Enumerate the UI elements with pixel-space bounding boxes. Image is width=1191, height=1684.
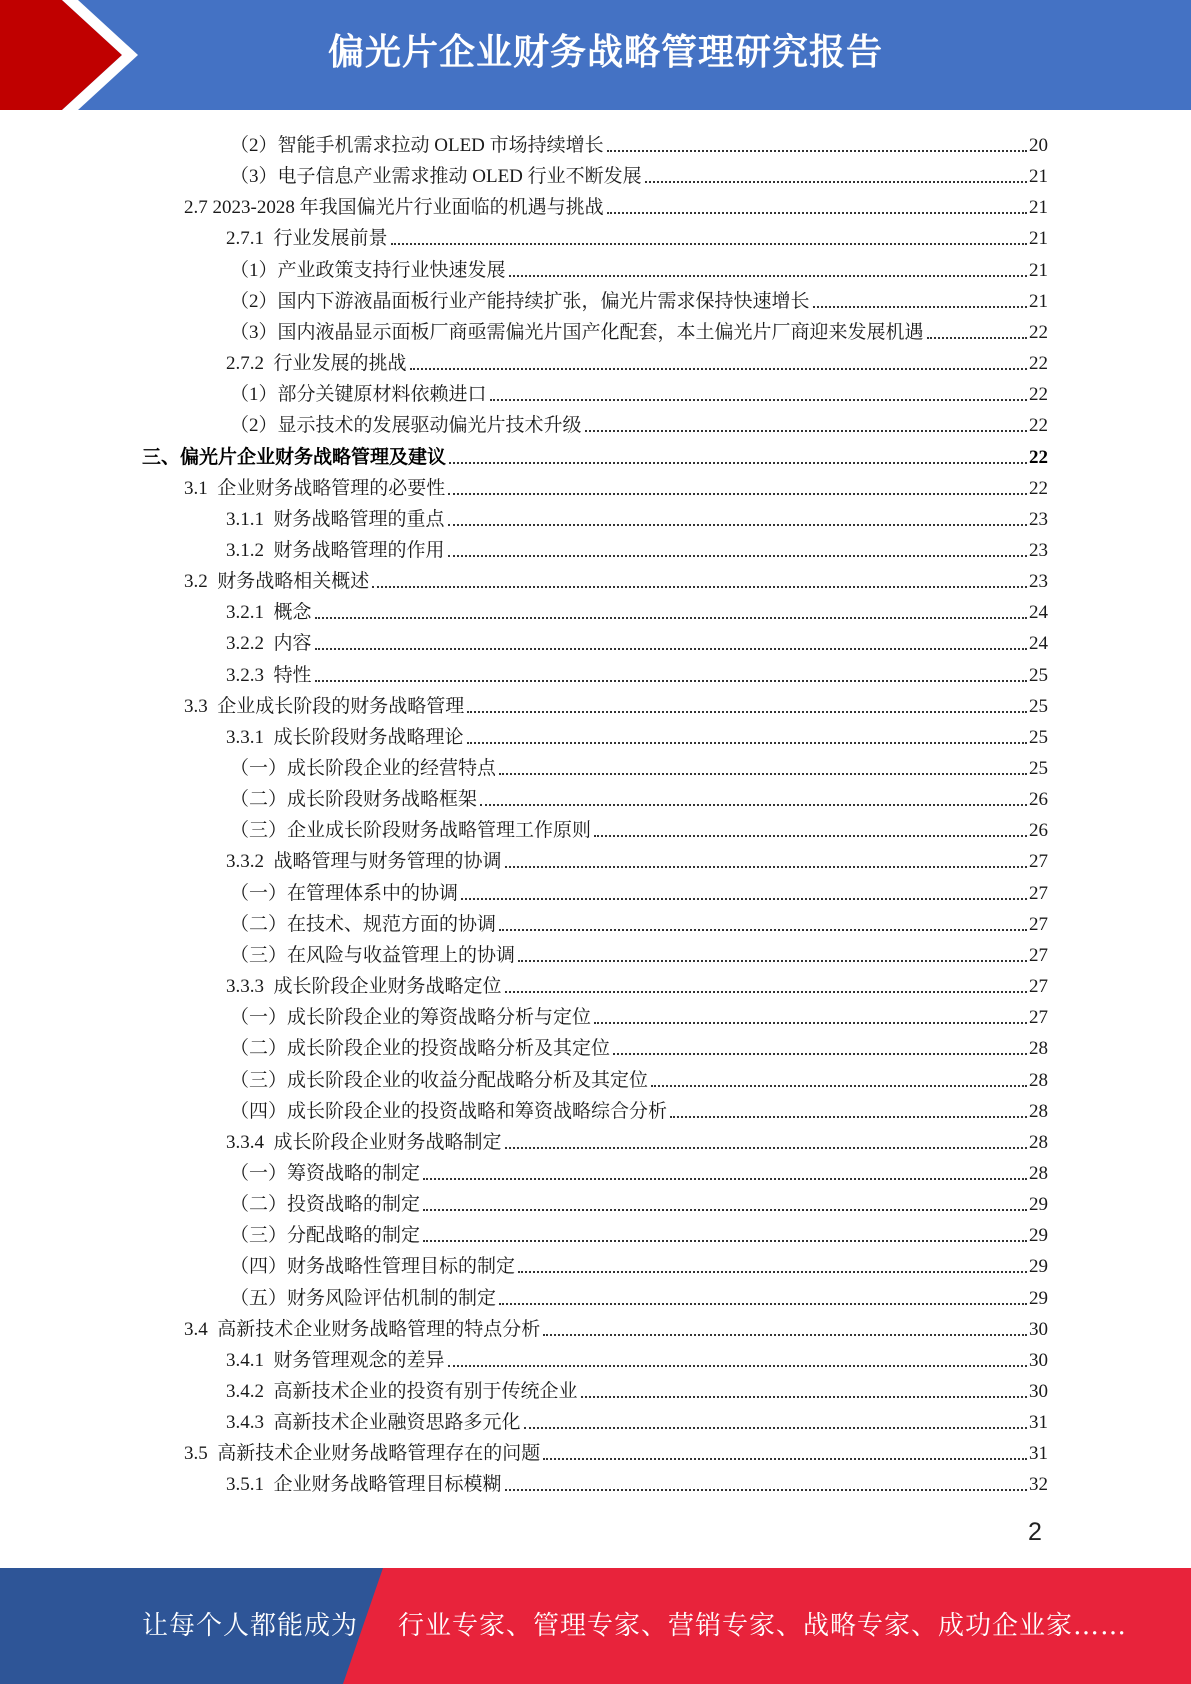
toc-entry-page: 29 bbox=[1029, 1194, 1048, 1216]
toc-dot-leader bbox=[543, 1457, 1027, 1460]
toc-dot-leader bbox=[315, 647, 1027, 650]
toc-dot-leader bbox=[594, 834, 1027, 837]
toc-entry-page: 21 bbox=[1029, 166, 1048, 188]
toc-entry-page: 30 bbox=[1029, 1381, 1048, 1402]
toc-dot-leader bbox=[490, 398, 1027, 401]
footer-slogan-right: 行业专家、管理专家、营销专家、战略专家、成功企业家…… bbox=[398, 1611, 1128, 1641]
toc-entry-title: （2）智能手机需求拉动 OLED 市场持续增长 bbox=[230, 135, 604, 156]
toc-entry-page: 26 bbox=[1029, 820, 1048, 842]
toc-dot-leader bbox=[543, 1333, 1027, 1336]
toc-dot-leader bbox=[607, 149, 1027, 152]
toc-entry-title: （3）国内液晶显示面板厂商亟需偏光片国产化配套，本土偏光片厂商迎来发展机遇 bbox=[230, 321, 924, 343]
toc-entry[interactable] bbox=[230, 875, 1048, 906]
toc-dot-leader bbox=[499, 1302, 1027, 1305]
toc-entry-page: 25 bbox=[1029, 726, 1048, 748]
toc-entry[interactable] bbox=[230, 1186, 1048, 1217]
toc-entry-page: 27 bbox=[1029, 944, 1048, 966]
toc-entry[interactable] bbox=[184, 1311, 1048, 1342]
toc-entry[interactable] bbox=[226, 594, 1048, 625]
toc-entry-page: 24 bbox=[1029, 602, 1048, 624]
toc-entry-title: 3.3.1 成长阶段财务战略理论 bbox=[226, 726, 464, 748]
toc-dot-leader bbox=[518, 1270, 1027, 1273]
toc-entry-title: （四）财务战略性管理目标的制定 bbox=[230, 1256, 516, 1278]
toc-entry-page: 27 bbox=[1029, 882, 1048, 904]
toc-dot-leader bbox=[315, 616, 1027, 619]
toc-entry[interactable] bbox=[230, 937, 1048, 968]
toc-entry[interactable] bbox=[230, 1062, 1048, 1093]
toc-entry[interactable] bbox=[230, 158, 1048, 189]
toc-dot-leader bbox=[927, 336, 1027, 339]
toc-entry[interactable] bbox=[226, 625, 1048, 656]
toc-dot-leader bbox=[448, 492, 1027, 495]
toc-entry-title: 3.1.1 财务战略管理的重点 bbox=[226, 508, 445, 530]
toc-entry[interactable] bbox=[226, 1124, 1048, 1155]
toc-entry[interactable] bbox=[184, 1435, 1048, 1466]
toc-entry-page: 21 bbox=[1029, 197, 1048, 219]
toc-entry-page: 25 bbox=[1029, 758, 1048, 779]
toc-entry-page: 25 bbox=[1029, 695, 1048, 717]
toc-entry[interactable] bbox=[230, 1217, 1048, 1248]
toc-dot-leader bbox=[613, 1052, 1027, 1055]
toc-entry-page: 26 bbox=[1029, 789, 1048, 811]
toc-entry-title: 3.5.1 企业财务战略管理目标模糊 bbox=[226, 1474, 502, 1496]
toc-entry-page: 31 bbox=[1029, 1412, 1048, 1434]
toc-dot-leader bbox=[410, 367, 1027, 370]
toc-entry-title: （2）国内下游液晶面板行业产能持续扩张，偏光片需求保持快速增长 bbox=[230, 290, 810, 312]
toc-entry-title: （三）分配战略的制定 bbox=[230, 1225, 421, 1247]
toc-entry[interactable] bbox=[230, 1155, 1048, 1186]
toc-entry-title: 3.3.3 成长阶段企业财务战略定位 bbox=[226, 976, 502, 998]
toc-entry-title: 3.1.2 财务战略管理的作用 bbox=[226, 539, 445, 561]
toc-entry-title: 2.7.2 行业发展的挑战 bbox=[226, 353, 407, 375]
toc-entry-page: 31 bbox=[1029, 1443, 1048, 1465]
toc-entry-title: （四）成长阶段企业的投资战略和筹资战略综合分析 bbox=[230, 1100, 668, 1122]
toc-entry-page: 23 bbox=[1029, 508, 1048, 530]
toc-entry-page: 28 bbox=[1029, 1100, 1048, 1122]
toc-entry[interactable] bbox=[230, 750, 1048, 781]
toc-entry-title: （二）成长阶段企业的投资战略分析及其定位 bbox=[230, 1038, 611, 1060]
toc-entry-title: 三、偏光片企业财务战略管理及建议 bbox=[142, 446, 447, 468]
toc-entry-page: 29 bbox=[1029, 1287, 1048, 1309]
toc-dot-leader bbox=[505, 865, 1027, 868]
toc-entry[interactable] bbox=[184, 688, 1048, 719]
toc-entry[interactable] bbox=[230, 376, 1048, 407]
toc-entry-title: 3.2 财务战略相关概述 bbox=[184, 571, 370, 593]
toc-entry[interactable] bbox=[230, 906, 1048, 937]
toc-dot-leader bbox=[461, 897, 1027, 900]
toc-entry-title: 3.2.3 特性 bbox=[226, 664, 312, 686]
toc-dot-leader bbox=[391, 242, 1027, 245]
toc-entry[interactable] bbox=[230, 781, 1048, 812]
toc-entry-title: （二）投资战略的制定 bbox=[230, 1194, 421, 1216]
toc-entry[interactable] bbox=[226, 1404, 1048, 1435]
report-title: 偏光片企业财务战略管理研究报告 bbox=[327, 32, 883, 73]
toc-entry-title: 3.2.2 内容 bbox=[226, 633, 312, 655]
toc-entry[interactable] bbox=[226, 968, 1048, 999]
toc-entry-page: 28 bbox=[1029, 1069, 1048, 1091]
toc-entry[interactable] bbox=[230, 999, 1048, 1030]
toc-entry-title: （三）在风险与收益管理上的协调 bbox=[230, 944, 516, 966]
toc-entry-page: 29 bbox=[1029, 1256, 1048, 1278]
toc-entry-title: 3.2.1 概念 bbox=[226, 602, 312, 624]
toc-entry-page: 27 bbox=[1029, 851, 1048, 873]
toc-entry[interactable] bbox=[184, 189, 1048, 220]
toc-entry-title: 3.1 企业财务战略管理的必要性 bbox=[184, 477, 446, 499]
toc-entry[interactable] bbox=[226, 1342, 1048, 1373]
toc-entry-title: 3.3 企业成长阶段的财务战略管理 bbox=[184, 695, 465, 717]
toc-entry-title: （1）部分关键原材料依赖进口 bbox=[230, 384, 487, 406]
toc-dot-leader bbox=[372, 585, 1027, 588]
toc-entry[interactable] bbox=[230, 1280, 1048, 1311]
toc-dot-leader bbox=[524, 1426, 1027, 1429]
toc-entry-page: 30 bbox=[1029, 1318, 1048, 1340]
toc-dot-leader bbox=[315, 679, 1027, 682]
toc-entry-page: 27 bbox=[1029, 1007, 1048, 1029]
toc-entry-title: （二）在技术、规范方面的协调 bbox=[230, 913, 497, 935]
toc-entry-page: 32 bbox=[1029, 1474, 1048, 1496]
toc-entry-title: （1）产业政策支持行业快速发展 bbox=[230, 259, 506, 281]
toc-entry[interactable] bbox=[230, 252, 1048, 283]
toc-entry-page: 29 bbox=[1029, 1225, 1048, 1247]
toc-entry-title: 3.4.3 高新技术企业融资思路多元化 bbox=[226, 1412, 521, 1434]
toc-dot-leader bbox=[448, 1364, 1027, 1367]
toc-dot-leader bbox=[423, 1177, 1027, 1180]
toc-entry[interactable] bbox=[226, 501, 1048, 532]
toc-entry[interactable] bbox=[226, 345, 1048, 376]
toc-dot-leader bbox=[505, 1488, 1027, 1491]
toc-entry[interactable] bbox=[226, 532, 1048, 563]
toc-entry[interactable] bbox=[184, 470, 1048, 501]
toc-entry-title: 3.4 高新技术企业财务战略管理的特点分析 bbox=[184, 1318, 541, 1340]
toc-dot-leader bbox=[499, 928, 1027, 931]
toc-dot-leader bbox=[585, 429, 1027, 432]
toc-dot-leader bbox=[607, 211, 1027, 214]
toc-dot-leader bbox=[581, 1395, 1027, 1398]
toc-dot-leader bbox=[423, 1208, 1027, 1211]
toc-entry-page: 27 bbox=[1029, 976, 1048, 998]
toc-entry-title: （二）成长阶段财务战略框架 bbox=[230, 789, 478, 811]
toc-entry[interactable] bbox=[226, 719, 1048, 750]
toc-dot-leader bbox=[423, 1239, 1027, 1242]
toc-dot-leader bbox=[645, 180, 1027, 183]
toc-entry-title: （五）财务风险评估机制的制定 bbox=[230, 1287, 497, 1309]
toc-entry-page: 30 bbox=[1029, 1349, 1048, 1371]
toc-entry-page: 22 bbox=[1029, 415, 1048, 437]
toc-entry[interactable] bbox=[230, 407, 1048, 438]
toc-dot-leader bbox=[813, 305, 1027, 308]
toc-entry-page: 22 bbox=[1029, 477, 1048, 499]
toc-entry-page: 28 bbox=[1029, 1131, 1048, 1153]
toc-entry-page: 28 bbox=[1029, 1162, 1048, 1184]
toc-entry-title: （一）成长阶段企业的经营特点 bbox=[230, 758, 497, 779]
toc-entry-title: （一）筹资战略的制定 bbox=[230, 1162, 421, 1184]
toc-dot-leader bbox=[499, 772, 1027, 775]
toc-dot-leader bbox=[594, 1021, 1027, 1024]
toc-entry-page: 25 bbox=[1029, 664, 1048, 686]
toc-dot-leader bbox=[670, 1115, 1027, 1118]
toc-dot-leader bbox=[651, 1084, 1027, 1087]
toc-entry[interactable] bbox=[230, 1093, 1048, 1124]
toc-entry-title: （三）成长阶段企业的收益分配战略分析及其定位 bbox=[230, 1069, 649, 1091]
toc-entry[interactable] bbox=[230, 1248, 1048, 1279]
toc-entry-title: 3.3.4 成长阶段企业财务战略制定 bbox=[226, 1131, 502, 1153]
toc-entry-page: 28 bbox=[1029, 1038, 1048, 1060]
toc-entry-title: （一）成长阶段企业的筹资战略分析与定位 bbox=[230, 1007, 592, 1029]
page-header bbox=[0, 0, 1191, 110]
toc-entry[interactable] bbox=[184, 563, 1048, 594]
toc-entry[interactable] bbox=[226, 1373, 1048, 1404]
toc-entry-title: 3.4.2 高新技术企业的投资有别于传统企业 bbox=[226, 1381, 578, 1402]
toc-entry-title: （2）显示技术的发展驱动偏光片技术升级 bbox=[230, 415, 582, 437]
toc-dot-leader bbox=[505, 1146, 1027, 1149]
toc-entry[interactable] bbox=[226, 843, 1048, 874]
toc-entry-page: 23 bbox=[1029, 571, 1048, 593]
toc-entry-title: 3.3.2 战略管理与财务管理的协调 bbox=[226, 851, 502, 873]
page-footer bbox=[0, 1568, 1191, 1684]
toc-dot-leader bbox=[448, 554, 1027, 557]
toc-dot-leader bbox=[480, 803, 1027, 806]
toc-entry-title: 2.7.1 行业发展前景 bbox=[226, 228, 388, 250]
toc-entry[interactable] bbox=[226, 220, 1048, 251]
toc-entry[interactable] bbox=[230, 127, 1048, 158]
toc-entry-title: （三）企业成长阶段财务战略管理工作原则 bbox=[230, 820, 592, 842]
toc-entry-page: 22 bbox=[1029, 321, 1048, 343]
toc-entry-title: （3）电子信息产业需求推动 OLED 行业不断发展 bbox=[230, 166, 642, 188]
toc-entry-page: 27 bbox=[1029, 913, 1048, 935]
page-number: 2 bbox=[1028, 1518, 1042, 1546]
toc-entry-page: 22 bbox=[1029, 353, 1048, 375]
toc-entry-page: 20 bbox=[1029, 135, 1048, 156]
toc-entry-page: 23 bbox=[1029, 539, 1048, 561]
toc-dot-leader bbox=[449, 461, 1027, 464]
toc-dot-leader bbox=[448, 523, 1027, 526]
toc-entry[interactable] bbox=[230, 812, 1048, 843]
toc-entry-page: 22 bbox=[1029, 384, 1048, 406]
toc-entry[interactable] bbox=[226, 1466, 1048, 1497]
toc-entry-page: 21 bbox=[1029, 228, 1048, 250]
toc-dot-leader bbox=[505, 990, 1027, 993]
toc-entry[interactable] bbox=[142, 439, 1048, 470]
toc-entry[interactable] bbox=[230, 314, 1048, 345]
toc-entry-title: （一）在管理体系中的协调 bbox=[230, 882, 459, 904]
toc-dot-leader bbox=[518, 959, 1027, 962]
toc-entry-title: 3.4.1 财务管理观念的差异 bbox=[226, 1349, 445, 1371]
footer-slogan-left: 让每个人都能成为 bbox=[142, 1611, 359, 1641]
toc-entry-page: 24 bbox=[1029, 633, 1048, 655]
toc-entry-title: 3.5 高新技术企业财务战略管理存在的问题 bbox=[184, 1443, 541, 1465]
toc-entry[interactable] bbox=[226, 657, 1048, 688]
toc-entry-page: 21 bbox=[1029, 290, 1048, 312]
toc-entry-page: 21 bbox=[1029, 259, 1048, 281]
toc-entry[interactable] bbox=[230, 283, 1048, 314]
toc-entry-title: 2.7 2023-2028 年我国偏光片行业面临的机遇与挑战 bbox=[184, 197, 604, 219]
toc-entry[interactable] bbox=[230, 1030, 1048, 1061]
toc-dot-leader bbox=[467, 741, 1027, 744]
toc-dot-leader bbox=[467, 710, 1027, 713]
toc-entry-page: 22 bbox=[1029, 446, 1048, 468]
toc-dot-leader bbox=[509, 274, 1027, 277]
